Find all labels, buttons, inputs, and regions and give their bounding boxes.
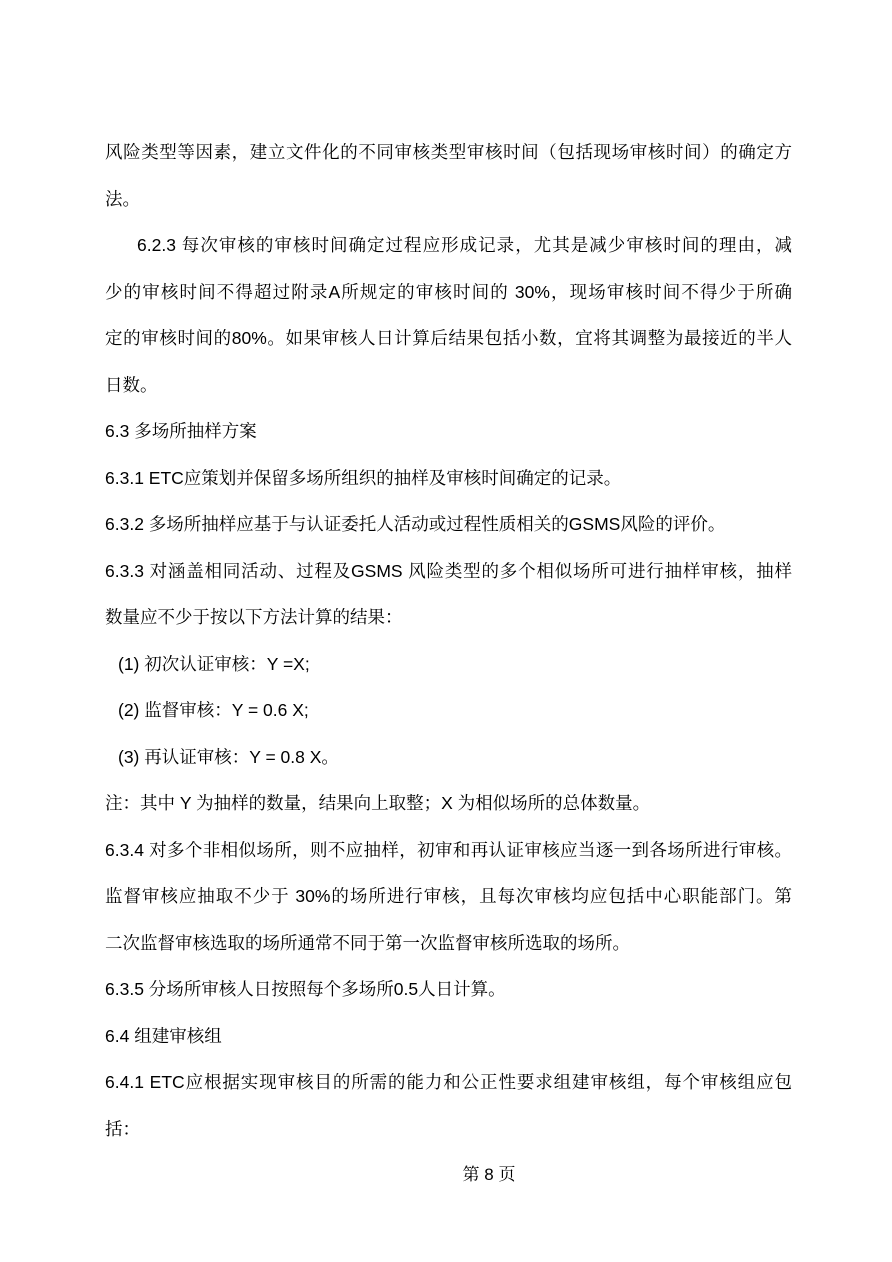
doc-line: 风险类型等因素，建立文件化的不同审核类型审核时间（包括现场审核时间）的确定方 xyxy=(105,142,792,162)
doc-line: 法。 xyxy=(105,188,140,209)
doc-line: 括： xyxy=(105,1118,140,1139)
doc-line-section-6-3-4: 6.3.4 对多个非相似场所，则不应抽样，初审和再认证审核应当逐一到各场所进行审核。 xyxy=(105,839,792,860)
doc-line-section-6-3-2: 6.3.2 多场所抽样应基于与认证委托人活动或过程性质相关的GSMS风险的评价。 xyxy=(105,514,726,534)
section-heading-6-3: 6.3 多场所抽样方案 xyxy=(105,421,257,441)
document-text-block xyxy=(105,129,792,1152)
doc-line: 数量应不少于按以下方法计算的结果： xyxy=(105,607,403,627)
doc-line-section-6-3-3: 6.3.3 对涵盖相同活动、过程及GSMS 风险类型的多个相似场所可进行抽样审核，抽样 xyxy=(105,560,792,581)
doc-line: 日数。 xyxy=(105,374,158,395)
page-number: 第 8 页 xyxy=(462,1165,516,1184)
doc-line-section-6-4-1: 6.4.1 ETC应根据实现审核目的所需的能力和公正性要求组建审核组，每个审核组应包 xyxy=(105,1072,792,1092)
doc-line: 定的审核时间的80%。如果审核人日计算后结果包括小数，宜将其调整为最接近的半人 xyxy=(105,328,792,348)
doc-line: 二次监督审核选取的场所通常不同于第一次监督审核所选取的场所。 xyxy=(105,932,630,953)
doc-line: 监督审核应抽取不少于 30%的场所进行审核，且每次审核均应包括中心职能部门。第 xyxy=(105,886,792,906)
doc-line-section-6-3-1: 6.3.1 ETC应策划并保留多场所组织的抽样及审核时间确定的记录。 xyxy=(105,467,622,488)
list-item-3: (3) 再认证审核：Y = 0.8 X。 xyxy=(118,746,339,767)
doc-line-section-6-3-5: 6.3.5 分场所审核人日按照每个多场所0.5人日计算。 xyxy=(105,979,506,999)
doc-line-section-6-2-3: 6.2.3 每次审核的审核时间确定过程应形成记录，尤其是减少审核时间的理由，减 xyxy=(137,235,792,255)
list-item-2: (2) 监督审核：Y = 0.6 X; xyxy=(118,700,309,720)
doc-line: 少的审核时间不得超过附录A所规定的审核时间的 30%，现场审核时间不得少于所确 xyxy=(105,281,792,302)
section-heading-6-4: 6.4 组建审核组 xyxy=(105,1025,222,1046)
list-item-1: (1) 初次认证审核：Y =X; xyxy=(118,653,310,674)
note-line: 注：其中 Y 为抽样的数量，结果向上取整；X 为相似场所的总体数量。 xyxy=(105,793,651,813)
